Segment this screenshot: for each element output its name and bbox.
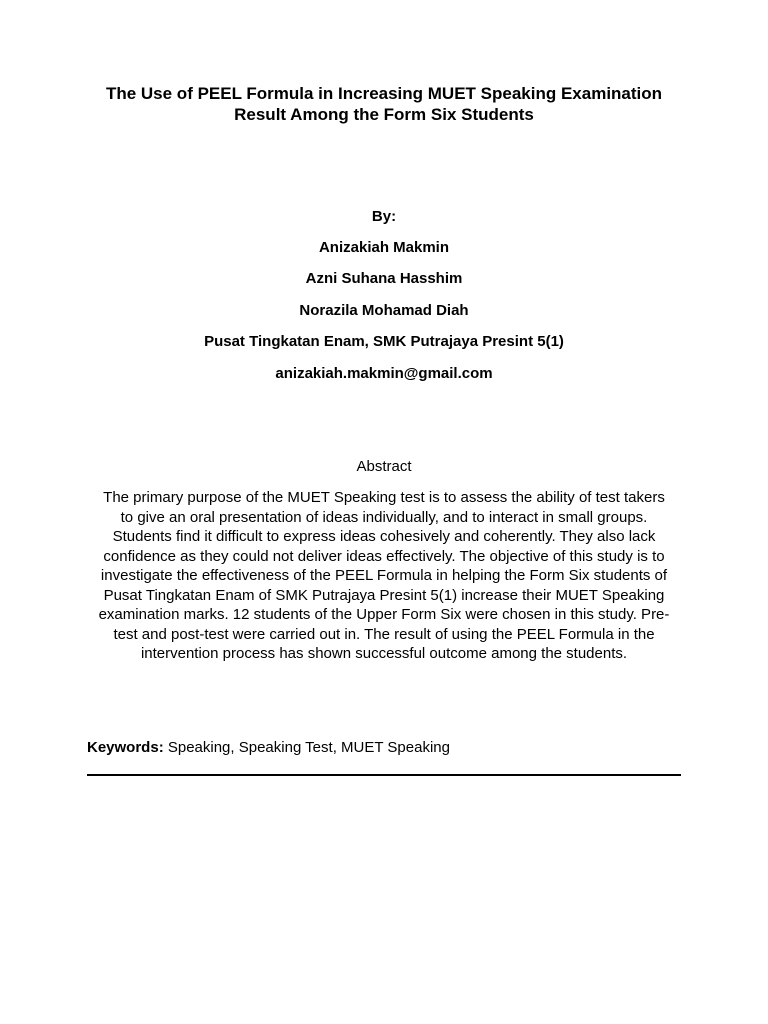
paper-title <box>70 83 698 125</box>
abstract-body <box>84 488 684 664</box>
title-line-2: Result Among the Form Six Students <box>234 105 534 124</box>
affiliation: Pusat Tingkatan Enam, SMK Putrajaya Presint 5(1) <box>204 333 564 350</box>
abstract-line: examination marks. 12 students of the Upper Form Six were chosen in this study. Pre- <box>98 606 670 623</box>
keywords-label: Keywords: <box>87 739 164 756</box>
abstract-line: confidence as they could not deliver ideas effectively. The objective of this study is to <box>103 547 665 565</box>
abstract-line: intervention process has shown successful outcome among the students. <box>140 645 628 662</box>
by-label: By: <box>371 208 397 225</box>
abstract-line: to give an oral presentation of ideas individually, and to interact in small groups. <box>120 508 648 526</box>
author-email: anizakiah.makmin@gmail.com <box>275 365 493 382</box>
abstract-heading: Abstract <box>356 458 412 475</box>
title-line-1: The Use of PEEL Formula in Increasing MUET Speaking Examination <box>105 84 663 103</box>
keywords <box>87 739 687 757</box>
author-2: Azni Suhana Hasshim <box>305 270 463 287</box>
abstract-line: investigate the effectiveness of the PEEL Formula in helping the Form Six students of <box>100 567 668 584</box>
abstract-line: The primary purpose of the MUET Speaking test is to assess the ability of test takers <box>103 489 665 506</box>
author-3: Norazila Mohamad Diah <box>299 302 469 319</box>
abstract-line: Students find it difficult to express ideas cohesively and coherently. They also lack <box>112 528 656 545</box>
abstract-line: Pusat Tingkatan Enam of SMK Putrajaya Presint 5(1) increase their MUET Speaking <box>103 586 665 604</box>
horizontal-rule <box>87 774 681 776</box>
author-1: Anizakiah Makmin <box>318 239 450 256</box>
abstract-line: test and post-test were carried out in. The result of using the PEEL Formula in the <box>113 625 655 643</box>
keywords-value: Speaking, Speaking Test, MUET Speaking <box>163 739 450 756</box>
